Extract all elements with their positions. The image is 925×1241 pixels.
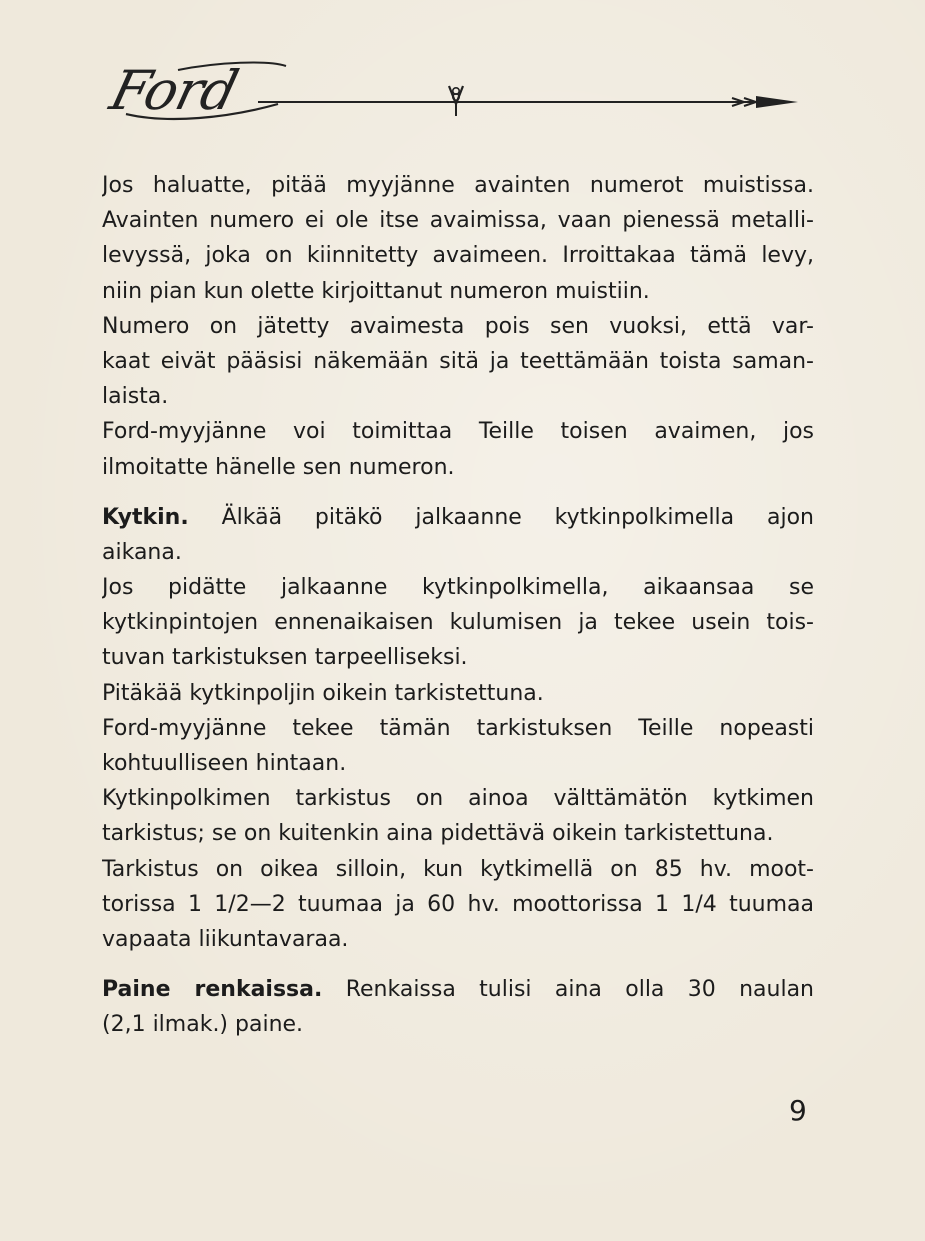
text-line: Jos pidätte jalkaanne kytkinpolkimella, aikaansaa se — [102, 575, 814, 601]
text-line: Kytkinpolkimen tarkistus on ainoa välttämätön kytkimen — [102, 786, 814, 812]
text-line: ilmoitatte hänelle sen numeron. — [102, 454, 455, 480]
text-line: kytkinpintojen ennenaikaisen kulumisen ja tekee usein tois- — [102, 610, 814, 636]
text-line: aikana. — [102, 539, 182, 565]
text-line: tarkistus; se on kuitenkin aina pidettävä oikein tarkistettuna. — [102, 821, 774, 847]
text-line: Pitäkää kytkinpoljin oikein tarkistettuna. — [102, 680, 544, 706]
text-line: laista. — [102, 384, 169, 410]
body-text — [102, 168, 814, 1043]
text-line: kaat eivät pääsisi näkemään sitä ja teettämään toista saman- — [102, 348, 814, 374]
text-fragment: Älkää pitäkö jalkaanne kytkinpolkimella ajon — [221, 504, 814, 530]
text-line: Ford-myyjänne voi toimittaa Teille toisen avaimen, jos — [102, 419, 814, 445]
text-line: levyssä, joka on kiinnitetty avaimeen. Irroittakaa tämä levy, — [102, 243, 814, 269]
text-line: (2,1 ilmak.) paine. — [102, 1012, 304, 1038]
text-line: Avainten numero ei ole itse avaimissa, vaan pienessä metalli- — [102, 208, 814, 234]
ford-header — [104, 58, 813, 130]
page-number: 9 — [789, 1094, 807, 1127]
text-line: torissa 1 1/2—2 tuumaa ja 60 hv. moottorissa 1 1/4 tuumaa — [102, 891, 814, 917]
text-fragment: Renkaissa tulisi aina olla 30 naulan — [345, 977, 814, 1003]
section-heading-paine: Paine renkaissa. — [102, 977, 323, 1003]
text-line: Jos haluatte, pitää myyjänne avainten numerot muistissa. — [102, 173, 814, 198]
text-line: Tarkistus on oikea silloin, kun kytkimellä on 85 hv. moot- — [102, 856, 814, 882]
text-line — [102, 500, 814, 535]
ford-logo: Ford — [104, 59, 244, 122]
text-line: Numero on jätetty avaimesta pois sen vuoksi, että var- — [102, 313, 814, 339]
text-line — [102, 972, 814, 1007]
text-line: Ford-myyjänne tekee tämän tarkistuksen Teille nopeasti — [102, 715, 814, 741]
text-line: niin pian kun olette kirjoittanut numeron muistiin. — [102, 278, 650, 304]
arrow-head-icon — [732, 96, 798, 108]
section-heading-kytkin: Kytkin. — [102, 504, 189, 530]
text-line: kohtuulliseen hintaan. — [102, 751, 347, 776]
text-line: tuvan tarkistuksen tarpeelliseksi. — [102, 645, 468, 671]
text-line: vapaata liikuntavaraa. — [102, 926, 349, 952]
